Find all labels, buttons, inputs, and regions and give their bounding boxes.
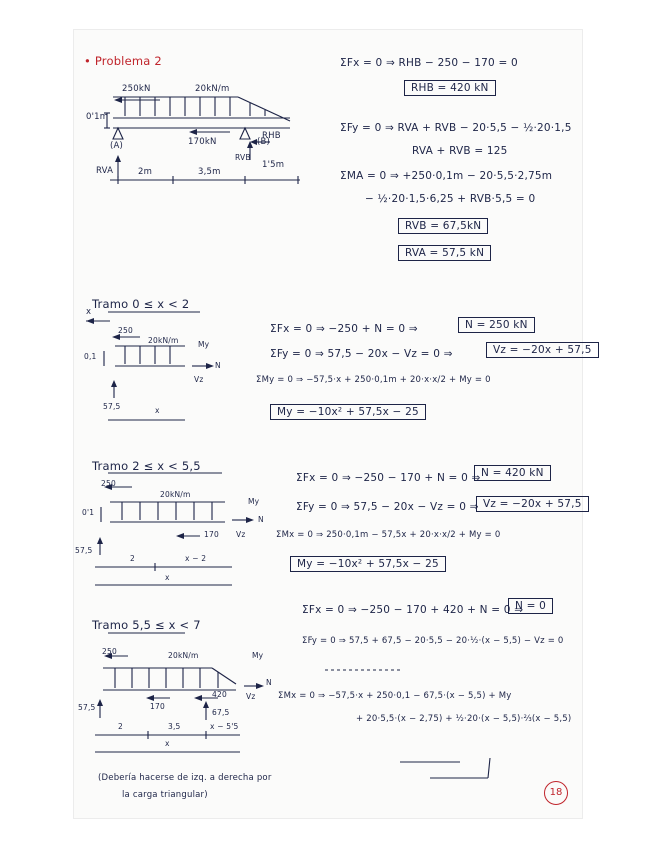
tramo2-seg1: 2 [130,554,135,563]
tramo2-force: 170 [204,530,219,539]
tramo1-x-axis: x [86,307,92,317]
result-rvb: RVB = 67,5kN [398,218,488,234]
tramo2-n: N [258,515,264,524]
tramo1-eq2: ΣFy = 0 ⇒ 57,5 − 20x − Vz = 0 ⇒ [270,348,453,360]
label-support-a: (A) [110,141,124,151]
tramo3-load: 250 [102,647,117,656]
label-dist-load: 20kN/m [195,84,230,94]
tramo3-dist: 20kN/m [168,651,199,660]
tramo3-seg2: 3,5 [168,722,181,731]
tramo3-reaction: 57,5 [78,703,96,712]
tramo1-res3: My = −10x² + 57,5x − 25 [270,404,426,420]
tramo3-force170: 170 [150,702,165,711]
tramo1-n: N [215,361,221,370]
note-line1: (Debería hacerse de izq. a derecha por [98,773,272,783]
tramo3-res1: N = 0 [508,598,553,614]
page-number: 18 [544,781,568,805]
tramo1-reaction: 57,5 [103,402,121,411]
result-rva: RVA = 57,5 kN [398,245,491,261]
tramo3-force420: 420 [212,690,227,699]
eq-sum-fy-2: RVA + RVB = 125 [412,145,508,157]
tramo3-len: x [165,739,170,748]
tramo1-my: My [198,340,210,349]
tramo2-reaction: 57,5 [75,546,93,555]
tramo1-title: Tramo 0 ≤ x < 2 [92,297,190,311]
label-rhb: RHB [262,131,281,141]
eq-sum-fy: ΣFy = 0 ⇒ RVA + RVB − 20·5,5 − ½·20·1,5 [340,122,572,134]
label-rvb: RVB [235,153,251,162]
tramo2-dist: 20kN/m [160,490,191,499]
tramo2-seg2: x − 2 [185,554,207,563]
tramo3-title: Tramo 5,5 ≤ x < 7 [92,618,201,632]
tramo1-eq1: ΣFx = 0 ⇒ −250 + N = 0 ⇒ [270,323,418,335]
label-dim-2m: 2m [138,167,153,177]
tramo2-eq3: ΣMx = 0 ⇒ 250·0,1m − 57,5x + 20·x·x/2 + My = 0 [276,530,501,540]
tramo2-eq1: ΣFx = 0 ⇒ −250 − 170 + N = 0 ⇒ [296,472,481,484]
tramo2-my: My [248,497,260,506]
tramo3-seg1: 2 [118,722,123,731]
tramo1-len: x [155,406,160,415]
result-rhb: RHB = 420 kN [404,80,496,96]
tramo3-eq2: ΣFy = 0 ⇒ 57,5 + 67,5 − 20·5,5 − 20·½·(x − 5,5) − Vz = 0 [302,636,564,646]
tramo2-len: x [165,573,170,582]
tramo1-dist: 20kN/m [148,336,179,345]
label-dim-35m: 3,5m [198,167,221,177]
tramo1-vz: Vz [194,375,204,384]
tramo1-res2: Vz = −20x + 57,5 [486,342,599,358]
eq-sum-fx: ΣFx = 0 ⇒ RHB − 250 − 170 = 0 [340,57,518,69]
tramo3-r675: 67,5 [212,708,230,717]
tramo3-eq3: ΣMx = 0 ⇒ −57,5·x + 250·0,1 − 67,5·(x − 5,5) + My [278,691,512,701]
title-bullet: • [84,54,91,68]
label-rva: RVA [96,166,114,176]
tramo2-vz: Vz [236,530,246,539]
tramo3-seg3: x − 5'5 [210,722,239,731]
label-support-b: (B) [257,137,271,147]
tramo1-res1: N = 250 kN [458,317,535,333]
tramo1-load: 250 [118,326,133,335]
tramo2-arm: 0'1 [82,508,95,517]
note-line2: la carga triangular) [122,790,208,800]
tramo3-my: My [252,651,264,660]
tramo3-n: N [266,678,272,687]
tramo2-load: 250 [101,479,116,488]
tramo2-res2: Vz = −20x + 57,5 [476,496,589,512]
label-170kn: 170kN [188,137,217,147]
label-250kn: 250kN [122,84,151,94]
tramo2-title: Tramo 2 ≤ x < 5,5 [92,459,201,473]
tramo2-eq2: ΣFy = 0 ⇒ 57,5 − 20x − Vz = 0 ⇒ [296,501,479,513]
tramo3-vz: Vz [246,692,256,701]
label-dim-15m: 1'5m [262,160,285,170]
tramo1-eq3: ΣMy = 0 ⇒ −57,5·x + 250·0,1m + 20·x·x/2 + My = 0 [256,375,491,385]
tramo1-arm: 0,1 [84,352,97,361]
label-arm: 0'1m [86,112,109,122]
tramo2-res3: My = −10x² + 57,5x − 25 [290,556,446,572]
title-text: Problema 2 [94,54,162,68]
eq-sum-ma-2: − ½·20·1,5·6,25 + RVB·5,5 = 0 [365,193,536,205]
tramo3-eq1: ΣFx = 0 ⇒ −250 − 170 + 420 + N = 0 ⇒ [302,604,524,616]
tramo2-res1: N = 420 kN [474,465,551,481]
eq-sum-ma: ΣMA = 0 ⇒ +250·0,1m − 20·5,5·2,75m [340,170,553,182]
tramo3-eq3b: + 20·5,5·(x − 2,75) + ½·20·(x − 5,5)·⅔(x − 5,5) [356,714,572,724]
